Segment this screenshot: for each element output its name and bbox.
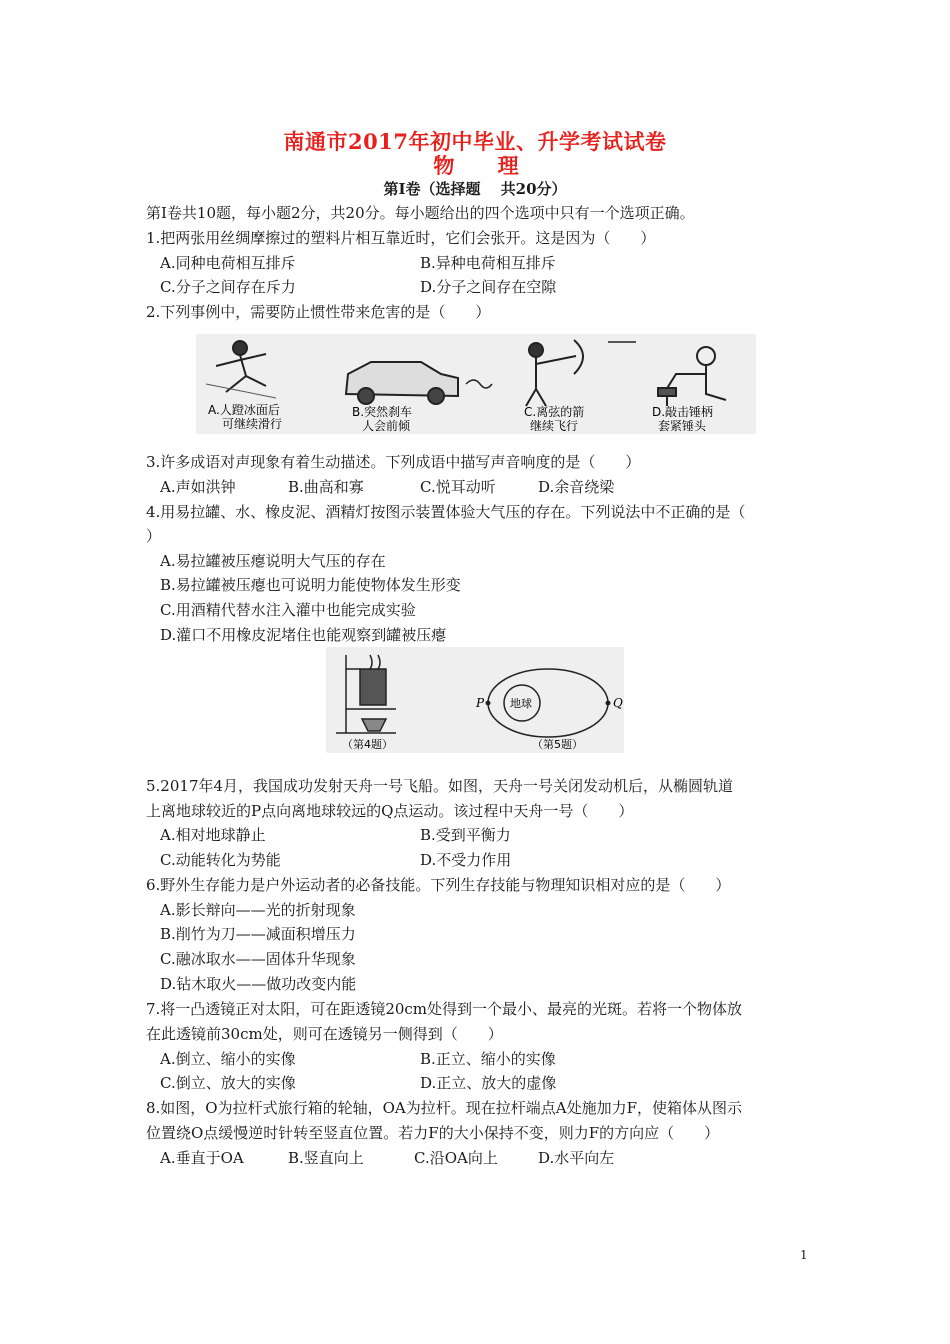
- q8-option-b: B.竖直向上: [288, 1149, 364, 1167]
- q1-option-b: B.异种电荷相互排斥: [420, 254, 556, 272]
- q5-option-a: A.相对地球静止: [160, 826, 266, 844]
- q8-option-a: A.垂直于OA: [160, 1149, 244, 1167]
- section-heading: 第Ⅰ卷（选择题 共20分）: [383, 180, 567, 198]
- fig-d-caption-2: 套紧锤头: [658, 419, 707, 433]
- q4-option-b: B.易拉罐被压瘪也可说明力能使物体发生形变: [160, 576, 461, 594]
- q8-option-c: C.沿OA向上: [414, 1149, 498, 1167]
- q6-option-d: D.钻木取火——做功改变内能: [160, 975, 357, 993]
- q4-option-c: C.用酒精代替水注入灌中也能完成实验: [160, 601, 416, 619]
- q3-option-c: C.悦耳动听: [420, 478, 496, 496]
- earth-label: 地球: [510, 697, 532, 710]
- q1-option-c: C.分子之间存在斥力: [160, 278, 296, 296]
- q3-option-a: A.声如洪钟: [160, 478, 236, 496]
- q1-option-a: A.同种电荷相互排斥: [160, 254, 296, 272]
- q1-stem: 1.把两张用丝绸摩擦过的塑料片相互靠近时，它们会张开。这是因为（ ）: [146, 229, 656, 247]
- q5-option-b: B.受到平衡力: [420, 826, 511, 844]
- q3-option-d: D.余音绕梁: [538, 478, 615, 496]
- subject-title: 物 理: [433, 153, 537, 178]
- archer-illustration: [526, 340, 636, 406]
- fig-a-caption-2: 可继续滑行: [222, 417, 283, 431]
- fig-d-caption-1: D.敲击锤柄: [652, 405, 714, 419]
- q7-option-d: D.正立、放大的虚像: [420, 1074, 557, 1092]
- exam-title: 南通市2017年初中毕业、升学考试试卷: [283, 129, 667, 154]
- q2-stem: 2.下列事例中，需要防止惯性带来危害的是（ ）: [146, 303, 491, 321]
- fig-b-caption-1: B.突然刹车: [352, 405, 413, 419]
- fig-a-caption-1: A.人蹬冰面后: [208, 403, 280, 417]
- q5-stem-line1: 5.2017年4月，我国成功发射天舟一号飞船。如图，天舟一号关闭发动机后，从椭圆轨道: [146, 777, 734, 795]
- q8-option-d: D.水平向左: [538, 1149, 615, 1167]
- q4-option-d: D.灌口不用橡皮泥堵住也能观察到罐被压瘪: [160, 626, 447, 644]
- car-illustration: [346, 362, 492, 404]
- page-number: 1: [800, 1248, 808, 1262]
- fig-4-caption: （第4题）: [342, 738, 393, 751]
- q6-option-a: A.影长辩向——光的折射现象: [160, 901, 356, 919]
- q5-stem-line2: 上离地球较近的P点向离地球较远的Q点运动。该过程中天舟一号（ ）: [146, 802, 634, 820]
- can-and-orbit-figure: [326, 647, 624, 753]
- hammer-illustration: [658, 347, 726, 406]
- fig-4-5: [326, 647, 624, 753]
- q6-option-b: B.削竹为刀——减面积增压力: [160, 925, 356, 943]
- q7-option-c: C.倒立、放大的实像: [160, 1074, 296, 1092]
- q6-stem: 6.野外生存能力是户外运动者的必备技能。下列生存技能与物理知识相对应的是（ ）: [146, 876, 731, 894]
- inertia-illustrations: [196, 334, 756, 434]
- q7-stem-line2: 在此透镜前30cm处，则可在透镜另一侧得到（ ）: [146, 1025, 503, 1043]
- q4-option-a: A.易拉罐被压瘪说明大气压的存在: [160, 552, 386, 570]
- point-p-label: P: [476, 696, 485, 710]
- q8-stem-line2: 位置绕O点缓慢逆时针转至竖直位置。若力F的大小保持不变，则力F的方向应（ ）: [146, 1124, 720, 1142]
- fig-c-caption-2: 继续飞行: [530, 419, 579, 433]
- orbit-diagram: [488, 669, 608, 737]
- can-apparatus: [336, 655, 396, 733]
- point-q-label: Q: [613, 696, 623, 710]
- q4-stem-line2: ）: [146, 527, 162, 545]
- point-p-marker: [486, 701, 491, 706]
- q3-stem: 3.许多成语对声现象有着生动描述。下列成语中描写声音响度的是（ ）: [146, 453, 641, 471]
- point-q-marker: [606, 701, 611, 706]
- section-instructions: 第Ⅰ卷共10题，每小题2分，共20分。每小题给出的四个选项中只有一个选项正确。: [146, 204, 695, 222]
- fig-b-caption-2: 人会前倾: [362, 419, 411, 433]
- q1-option-d: D.分子之间存在空隙: [420, 278, 557, 296]
- q7-option-a: A.倒立、缩小的实像: [160, 1050, 296, 1068]
- q7-stem-line1: 7.将一凸透镜正对太阳，可在距透镜20cm处得到一个最小、最亮的光斑。若将一个物体放: [146, 1000, 743, 1018]
- q6-option-c: C.融冰取水——固体升华现象: [160, 950, 356, 968]
- q4-stem-line1: 4.用易拉罐、水、橡皮泥、酒精灯按图示装置体验大气压的存在。下列说法中不正确的是（: [146, 503, 746, 521]
- q5-option-d: D.不受力作用: [420, 851, 512, 869]
- fig-c-caption-1: C.离弦的箭: [524, 405, 585, 419]
- skater-illustration: [206, 341, 276, 398]
- fig-5-caption: （第5题）: [532, 738, 583, 751]
- q3-option-b: B.曲高和寡: [288, 478, 364, 496]
- q2-figure: [196, 334, 756, 434]
- q7-option-b: B.正立、缩小的实像: [420, 1050, 556, 1068]
- q5-option-c: C.动能转化为势能: [160, 851, 281, 869]
- q8-stem-line1: 8.如图，O为拉杆式旅行箱的轮轴，OA为拉杆。现在拉杆端点A处施加力F，使箱体从图示: [146, 1099, 742, 1117]
